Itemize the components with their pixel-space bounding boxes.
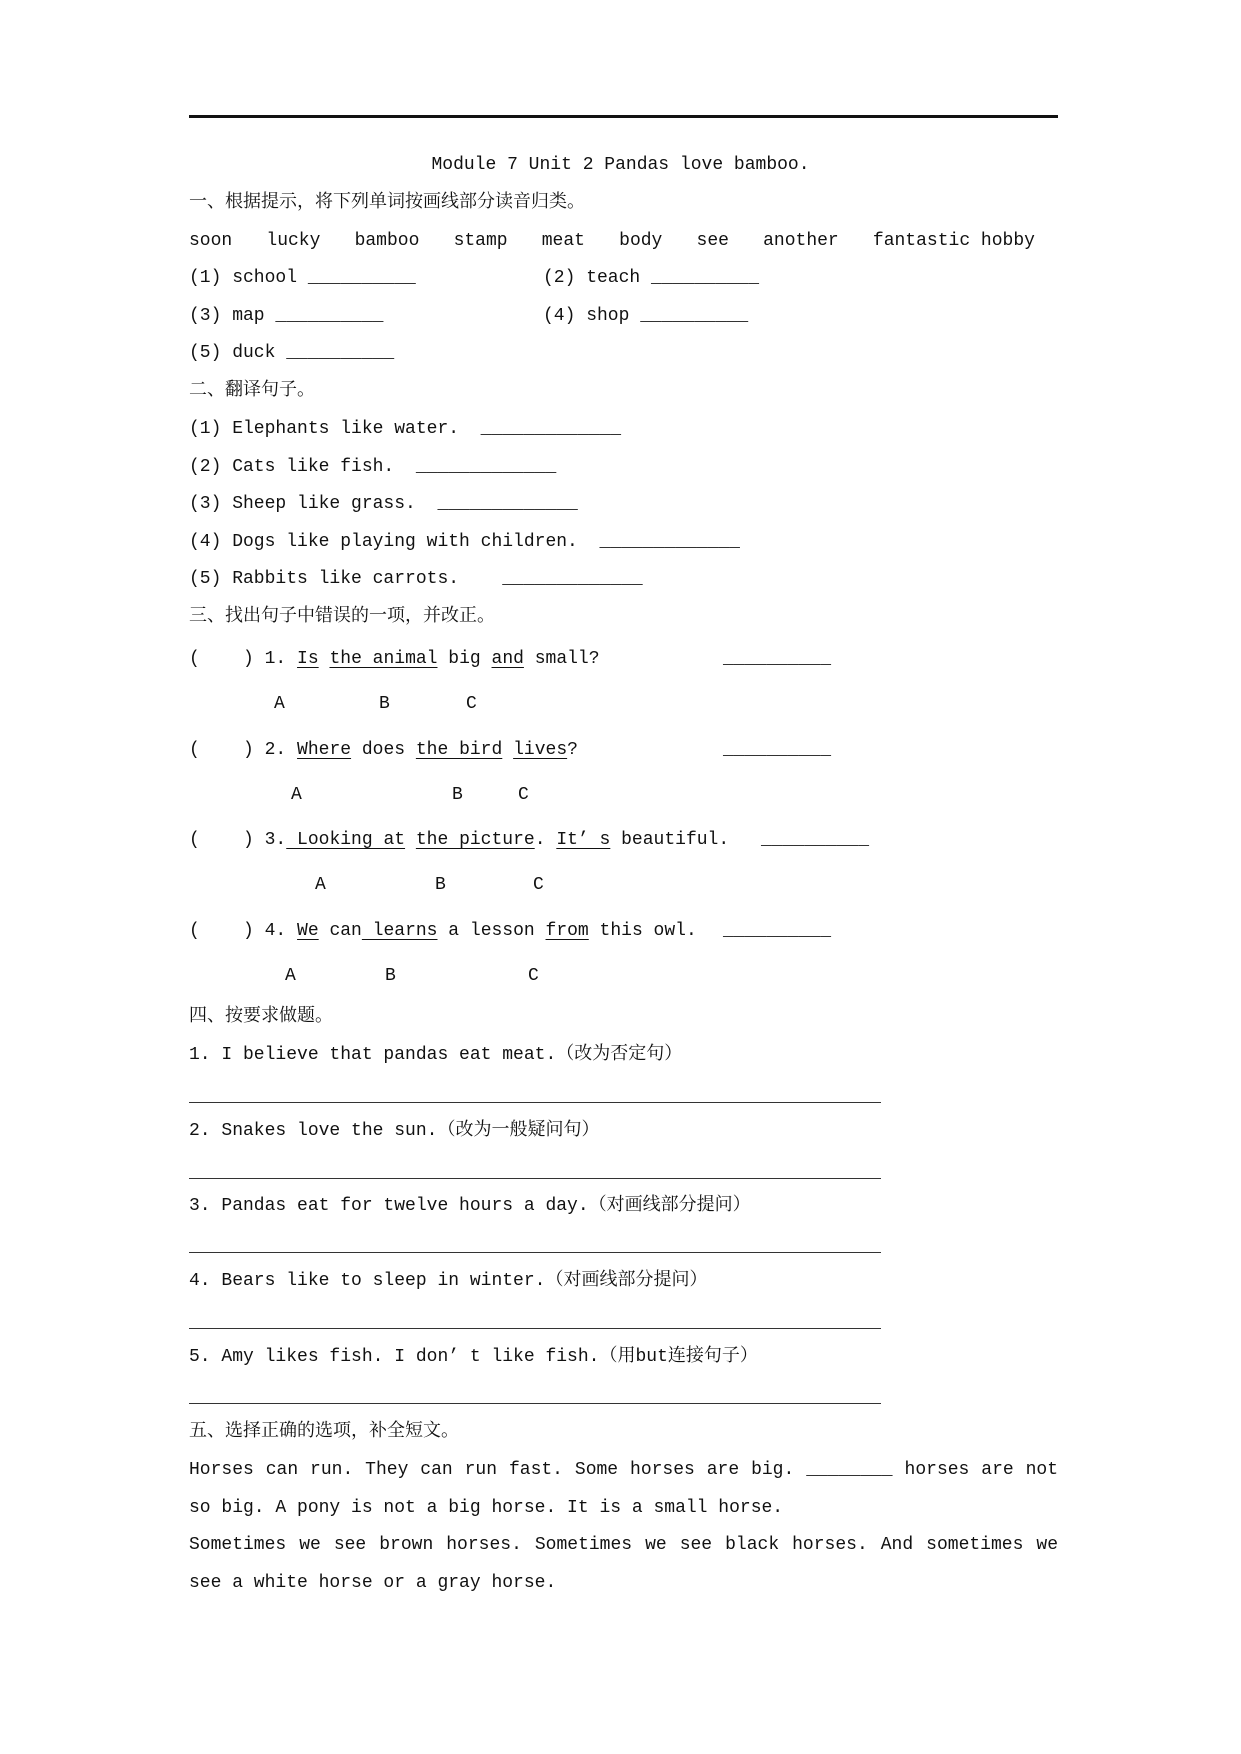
s2-item-3: (3) Sheep like grass. _____________	[189, 494, 578, 514]
s4-item-5: 5. Amy likes fish. I don’ t like fish.（用but连接句子）	[189, 1347, 758, 1367]
option-letter: C	[518, 785, 529, 805]
s4-item-1: 1. I believe that pandas eat meat.（改为否定句）	[189, 1045, 683, 1065]
s3-question-2: ( ) 2. Where does the bird lives?	[189, 740, 578, 760]
option-letter: B	[385, 966, 396, 986]
option-letter: A	[274, 694, 285, 714]
s4-item-3: 3. Pandas eat for twelve hours a day.（对画线部分提问）	[189, 1196, 751, 1216]
option-letter: B	[452, 785, 463, 805]
page-title: Module 7 Unit 2 Pandas love bamboo.	[431, 155, 810, 175]
s1-item-4: (4) shop __________	[543, 306, 749, 326]
word: stamp	[453, 231, 508, 251]
option-letter: B	[379, 694, 390, 714]
section-5-heading: 五、选择正确的选项，补全短文。	[189, 1422, 459, 1442]
s3-answer-blank: __________	[723, 649, 832, 669]
word: soon	[189, 231, 233, 251]
s3-answer-blank: __________	[761, 830, 870, 850]
word: another	[763, 231, 839, 251]
word: body	[619, 231, 663, 251]
section-3-heading: 三、找出句子中错误的一项，并改正。	[189, 607, 495, 627]
option-letter: B	[435, 875, 446, 895]
option-letter: C	[533, 875, 544, 895]
answer-line	[189, 1252, 881, 1253]
s3-question-3: ( ) 3. Looking at the picture. It’ s beautiful.	[189, 830, 730, 850]
section-1-heading: 一、根据提示，将下列单词按画线部分读音归类。	[189, 193, 585, 213]
option-letter: C	[466, 694, 477, 714]
s2-item-1: (1) Elephants like water. _____________	[189, 419, 622, 439]
s2-item-5: (5) Rabbits like carrots. _____________	[189, 569, 643, 589]
option-letter: A	[285, 966, 296, 986]
word: lucky	[266, 231, 321, 251]
option-letter: A	[291, 785, 302, 805]
word: meat	[541, 231, 585, 251]
s3-answer-blank: __________	[723, 921, 832, 941]
s2-item-2: (2) Cats like fish. _____________	[189, 457, 557, 477]
option-letter: A	[315, 875, 326, 895]
word: bamboo	[354, 231, 420, 251]
passage-paragraph-2: Sometimes we see brown horses. Sometimes we see black horses. And sometimes we see a white horse or a gray horse.	[189, 1535, 1058, 1593]
s4-item-2: 2. Snakes love the sun.（改为一般疑问句）	[189, 1121, 600, 1141]
s1-item-5: (5) duck __________	[189, 343, 395, 363]
s3-question-4: ( ) 4. We can learns a lesson from this owl.	[189, 921, 697, 941]
passage-paragraph-1: Horses can run. They can run fast. Some horses are big. ________ horses are not so big. A pony is not a big horse. It is a small horse.	[189, 1460, 1058, 1518]
word-list	[189, 229, 1035, 253]
section-4-heading: 四、按要求做题。	[189, 1007, 333, 1027]
option-letter: C	[528, 966, 539, 986]
answer-line	[189, 1328, 881, 1329]
answer-line	[189, 1102, 881, 1103]
word: fantastic hobby	[872, 231, 1035, 251]
s2-item-4: (4) Dogs like playing with children. _____________	[189, 532, 740, 552]
answer-line	[189, 1403, 881, 1404]
s1-item-1: (1) school __________	[189, 268, 416, 288]
word: see	[696, 231, 729, 251]
s4-item-4: 4. Bears like to sleep in winter.（对画线部分提问）	[189, 1271, 708, 1291]
s3-answer-blank: __________	[723, 740, 832, 760]
s3-question-1: ( ) 1. Is the animal big and small?	[189, 649, 600, 669]
section-2-heading: 二、翻译句子。	[189, 381, 315, 401]
answer-line	[189, 1178, 881, 1179]
header-rule	[189, 115, 1058, 118]
s1-item-2: (2) teach __________	[543, 268, 760, 288]
s1-item-3: (3) map __________	[189, 306, 384, 326]
